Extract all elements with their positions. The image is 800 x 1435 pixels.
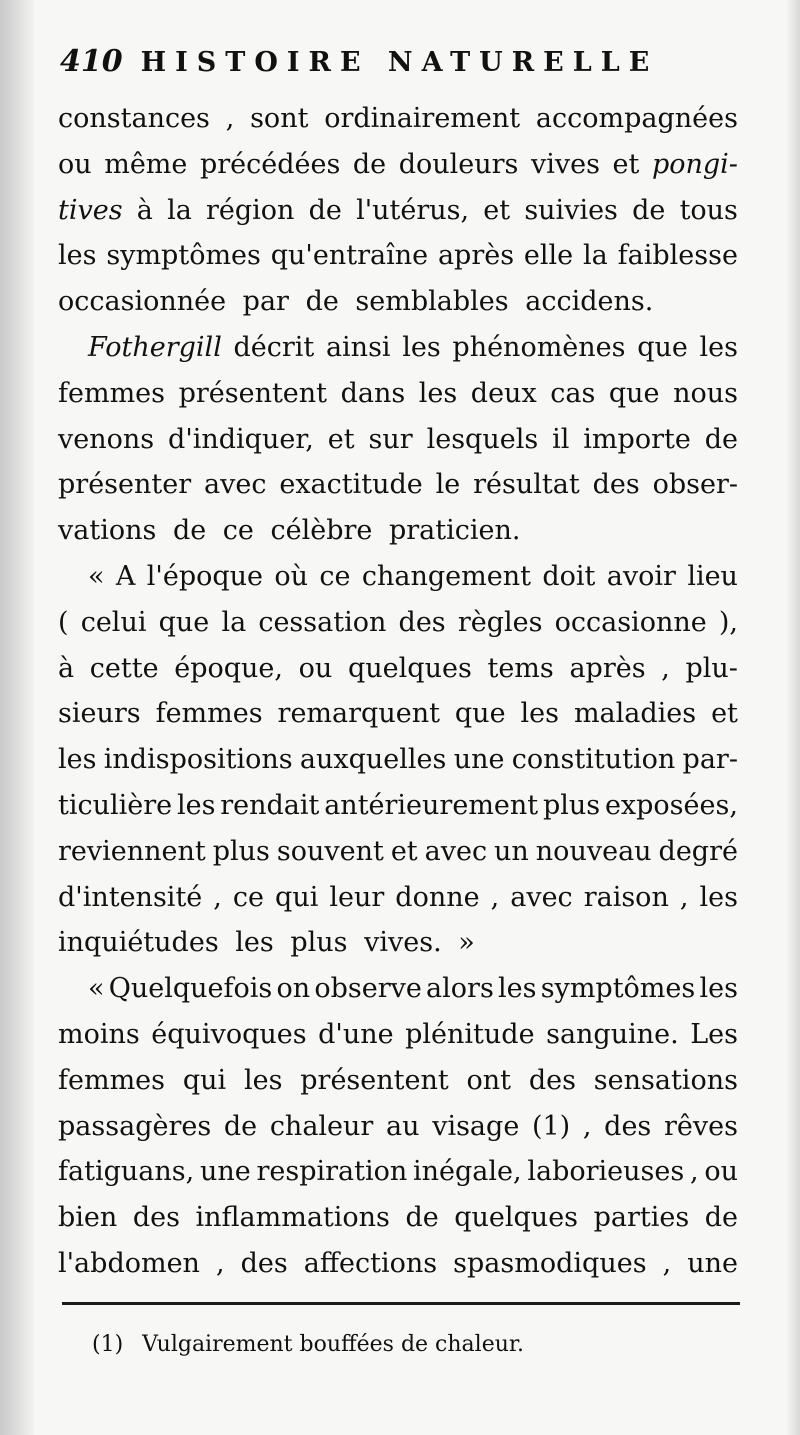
word: plus	[542, 789, 601, 821]
word: avec	[424, 835, 488, 867]
word: le	[435, 469, 461, 501]
word: maladies	[573, 698, 697, 730]
word: laborieuses	[527, 1156, 685, 1188]
word: que	[158, 606, 210, 638]
word: souvent	[276, 835, 384, 867]
word: donne	[395, 881, 480, 913]
word: observe	[314, 973, 422, 1005]
word: ,	[679, 881, 689, 913]
word: on	[276, 973, 311, 1005]
word: vives.	[364, 927, 442, 959]
word: la	[583, 240, 608, 272]
word: rêves	[663, 1110, 738, 1142]
word: par	[242, 286, 289, 318]
word: elle	[523, 240, 574, 272]
word: et	[483, 194, 511, 226]
word: parties	[593, 1202, 690, 1234]
text-line	[58, 1241, 738, 1287]
word: les	[58, 744, 97, 776]
word: vations	[58, 515, 157, 547]
word: que	[454, 698, 506, 730]
word: de	[704, 1202, 738, 1234]
word: inquiétudes	[58, 927, 219, 959]
word: règles	[457, 606, 543, 638]
word: les	[699, 973, 738, 1005]
word: par-	[682, 744, 738, 776]
word: ticulière	[58, 789, 173, 821]
text-line	[58, 783, 738, 829]
word: »	[458, 927, 475, 959]
text-line	[58, 966, 738, 1012]
word: importe	[583, 423, 691, 455]
word: raison	[583, 881, 669, 913]
text-line	[58, 875, 738, 921]
text-line	[58, 1104, 738, 1150]
word: de	[352, 148, 387, 180]
word: ,	[490, 881, 500, 913]
word: reviennent	[58, 835, 206, 867]
word: présentent	[178, 377, 328, 409]
word: des	[604, 1110, 652, 1142]
footnote	[92, 1330, 524, 1360]
word: symptômes	[540, 973, 696, 1005]
word: ou	[58, 148, 92, 180]
word: symptômes	[106, 240, 261, 272]
word: présentent	[300, 1064, 449, 1096]
word: des	[240, 1247, 288, 1279]
word: Quelquefois	[108, 973, 273, 1005]
word: ,	[689, 1156, 699, 1188]
word: Fothergill	[88, 331, 222, 363]
word: il	[552, 423, 570, 455]
word: l'utérus,	[356, 194, 470, 226]
word: de	[172, 515, 207, 547]
word: ,	[582, 1110, 592, 1142]
word: et	[327, 423, 355, 455]
word: bien	[58, 1202, 118, 1234]
word: constances	[58, 103, 210, 134]
word: tives	[58, 194, 123, 226]
word: suivies	[524, 194, 618, 226]
word: occasionnée	[58, 286, 227, 318]
word: Les	[690, 1018, 738, 1050]
word: d'une	[318, 1018, 394, 1050]
word: des	[132, 1202, 180, 1234]
word: époque,	[174, 652, 283, 684]
word: nouveau	[535, 835, 652, 867]
word: lesquels	[426, 423, 539, 455]
footnote-marker: (1)	[92, 1332, 124, 1357]
page-gutter-shadow	[0, 0, 34, 1435]
word: des	[398, 606, 446, 638]
word: «	[88, 560, 105, 592]
word: région	[205, 194, 295, 226]
word: nous	[673, 377, 738, 409]
word: qu'entraîne	[270, 240, 429, 272]
word: de	[704, 423, 738, 455]
word: sanguine.	[546, 1018, 679, 1050]
word: de	[405, 1202, 439, 1234]
footnote-text: Vulgairement bouffées de chaleur.	[142, 1332, 524, 1357]
word: et	[612, 148, 640, 180]
word: femmes	[155, 698, 263, 730]
word: ,	[662, 1247, 672, 1279]
word: résultat	[473, 469, 580, 501]
word: affections	[303, 1247, 438, 1279]
text-line	[58, 233, 738, 279]
word: des	[592, 469, 640, 501]
word: quelques	[454, 1202, 579, 1234]
word: de	[223, 1110, 258, 1142]
text-line	[58, 142, 738, 188]
word: respiration	[256, 1156, 408, 1188]
word: dans	[340, 377, 406, 409]
word: où	[274, 560, 309, 592]
word: alors	[426, 973, 494, 1005]
word: douleurs	[398, 148, 519, 180]
word: les	[418, 377, 458, 409]
word: les	[699, 881, 738, 913]
word: «	[88, 973, 105, 1005]
running-head	[60, 44, 750, 79]
word: avec	[510, 881, 573, 913]
word: lieu	[687, 560, 738, 592]
word: que	[608, 377, 660, 409]
word: cette	[89, 652, 159, 684]
word: après	[437, 240, 515, 272]
word: inflammations	[195, 1202, 390, 1234]
word: occasionne	[554, 606, 707, 638]
word: ),	[718, 606, 738, 638]
word: sont	[250, 103, 309, 134]
word: plénitude	[405, 1018, 535, 1050]
word: ,	[225, 103, 235, 134]
word: l'époque	[146, 560, 264, 592]
word: femmes	[58, 1064, 166, 1096]
word: inégale,	[413, 1156, 522, 1188]
word: tems	[487, 652, 554, 684]
word: vives	[530, 148, 600, 180]
word: cas	[550, 377, 596, 409]
text-line	[58, 279, 738, 325]
word: celui	[80, 606, 147, 638]
page-number: 410	[60, 44, 123, 79]
running-title: HISTOIRE NATURELLE	[140, 47, 659, 78]
word: leur	[329, 881, 385, 913]
word: sieurs	[58, 698, 141, 730]
word: doit	[542, 560, 596, 592]
word: deux	[470, 377, 537, 409]
word: une	[199, 1156, 251, 1188]
word: accompagnées	[535, 103, 738, 134]
body-text	[58, 96, 738, 1287]
word: d'intensité	[58, 881, 203, 913]
text-line	[58, 371, 738, 417]
word: la	[221, 606, 247, 638]
word: antérieurement	[324, 789, 539, 821]
text-line	[58, 188, 738, 234]
text-line	[58, 554, 738, 600]
word: remarquent	[277, 698, 440, 730]
word: les	[402, 331, 441, 363]
word: les	[498, 973, 537, 1005]
word: visage	[432, 1110, 520, 1142]
word: ainsi	[325, 331, 391, 363]
word: ,	[661, 652, 670, 684]
word: obser-	[652, 469, 738, 501]
word: ordinairement	[324, 103, 521, 134]
word: quelques	[348, 652, 472, 684]
word: les	[176, 789, 216, 821]
word: une	[453, 744, 505, 776]
word: de	[632, 194, 666, 226]
word: ou	[704, 1156, 738, 1188]
word: et	[390, 835, 418, 867]
word: les	[58, 240, 97, 272]
word: ce	[222, 515, 254, 547]
text-line	[58, 96, 738, 142]
word: après	[569, 652, 646, 684]
word: à	[136, 194, 153, 226]
word: cessation	[258, 606, 387, 638]
text-line	[58, 508, 738, 554]
word: chaleur	[269, 1110, 374, 1142]
word: même	[104, 148, 188, 180]
word: changement	[361, 560, 531, 592]
word: femmes	[58, 377, 166, 409]
word: praticien.	[388, 515, 521, 547]
word: les	[243, 1064, 283, 1096]
text-line	[58, 1195, 738, 1241]
word: exposées,	[604, 789, 738, 821]
text-line	[58, 1012, 738, 1058]
word: sur	[368, 423, 413, 455]
word: un	[494, 835, 529, 867]
word: semblables	[355, 286, 509, 318]
text-line	[58, 1058, 738, 1104]
word: célèbre	[270, 515, 373, 547]
word: degré	[658, 835, 738, 867]
word: ont	[466, 1064, 512, 1096]
word: (1)	[531, 1110, 571, 1142]
word: passagères	[58, 1110, 212, 1142]
word: (	[58, 606, 69, 638]
page-edge-shadow	[786, 0, 800, 1435]
word: plus	[290, 927, 348, 959]
word: d'indiquer,	[168, 423, 314, 455]
word: indispositions	[103, 744, 293, 776]
word: avec	[204, 469, 267, 501]
text-line	[58, 737, 738, 783]
word: les	[699, 331, 738, 363]
word: accidens.	[525, 286, 654, 318]
word: sensations	[593, 1064, 738, 1096]
word: une	[687, 1247, 738, 1279]
word: qui	[182, 1064, 227, 1096]
word: moins	[58, 1018, 140, 1050]
word: pongi-	[651, 148, 738, 180]
word: auxquelles	[299, 744, 447, 776]
word: ce	[232, 881, 265, 913]
word: qui	[275, 881, 319, 913]
word: la	[167, 194, 192, 226]
word: ce	[319, 560, 351, 592]
word: présenter	[58, 469, 192, 501]
word: décrit	[233, 331, 315, 363]
word: et	[711, 698, 738, 730]
word: ,	[213, 881, 222, 913]
text-line	[58, 462, 738, 508]
word: l'abdomen	[58, 1247, 200, 1279]
word: venons	[58, 423, 155, 455]
text-line	[58, 691, 738, 737]
text-line	[58, 600, 738, 646]
word: avoir	[606, 560, 676, 592]
word: ,	[215, 1247, 225, 1279]
word: constitution	[511, 744, 676, 776]
text-line	[58, 1149, 738, 1195]
word: ou	[298, 652, 333, 684]
word: que	[637, 331, 688, 363]
word: précédées	[199, 148, 341, 180]
word: de	[305, 286, 339, 318]
word: plus	[212, 835, 270, 867]
word: les	[520, 698, 559, 730]
word: les	[235, 927, 274, 959]
word: phénomènes	[452, 331, 626, 363]
word: équivoques	[151, 1018, 307, 1050]
word: A	[115, 560, 136, 592]
word: spasmodiques	[453, 1247, 647, 1279]
word: rendait	[220, 789, 320, 821]
word: à	[58, 652, 75, 684]
text-line	[58, 417, 738, 463]
text-line	[58, 920, 738, 966]
word: des	[528, 1064, 576, 1096]
word: fatiguans,	[58, 1156, 195, 1188]
text-line	[58, 646, 738, 692]
text-line	[58, 829, 738, 875]
word: de	[308, 194, 342, 226]
word: au	[386, 1110, 420, 1142]
word: tous	[679, 194, 738, 226]
word: faiblesse	[617, 240, 738, 272]
footnote-rule	[62, 1302, 740, 1305]
word: plu-	[685, 652, 738, 684]
text-line	[58, 325, 738, 371]
word: exactitude	[279, 469, 423, 501]
